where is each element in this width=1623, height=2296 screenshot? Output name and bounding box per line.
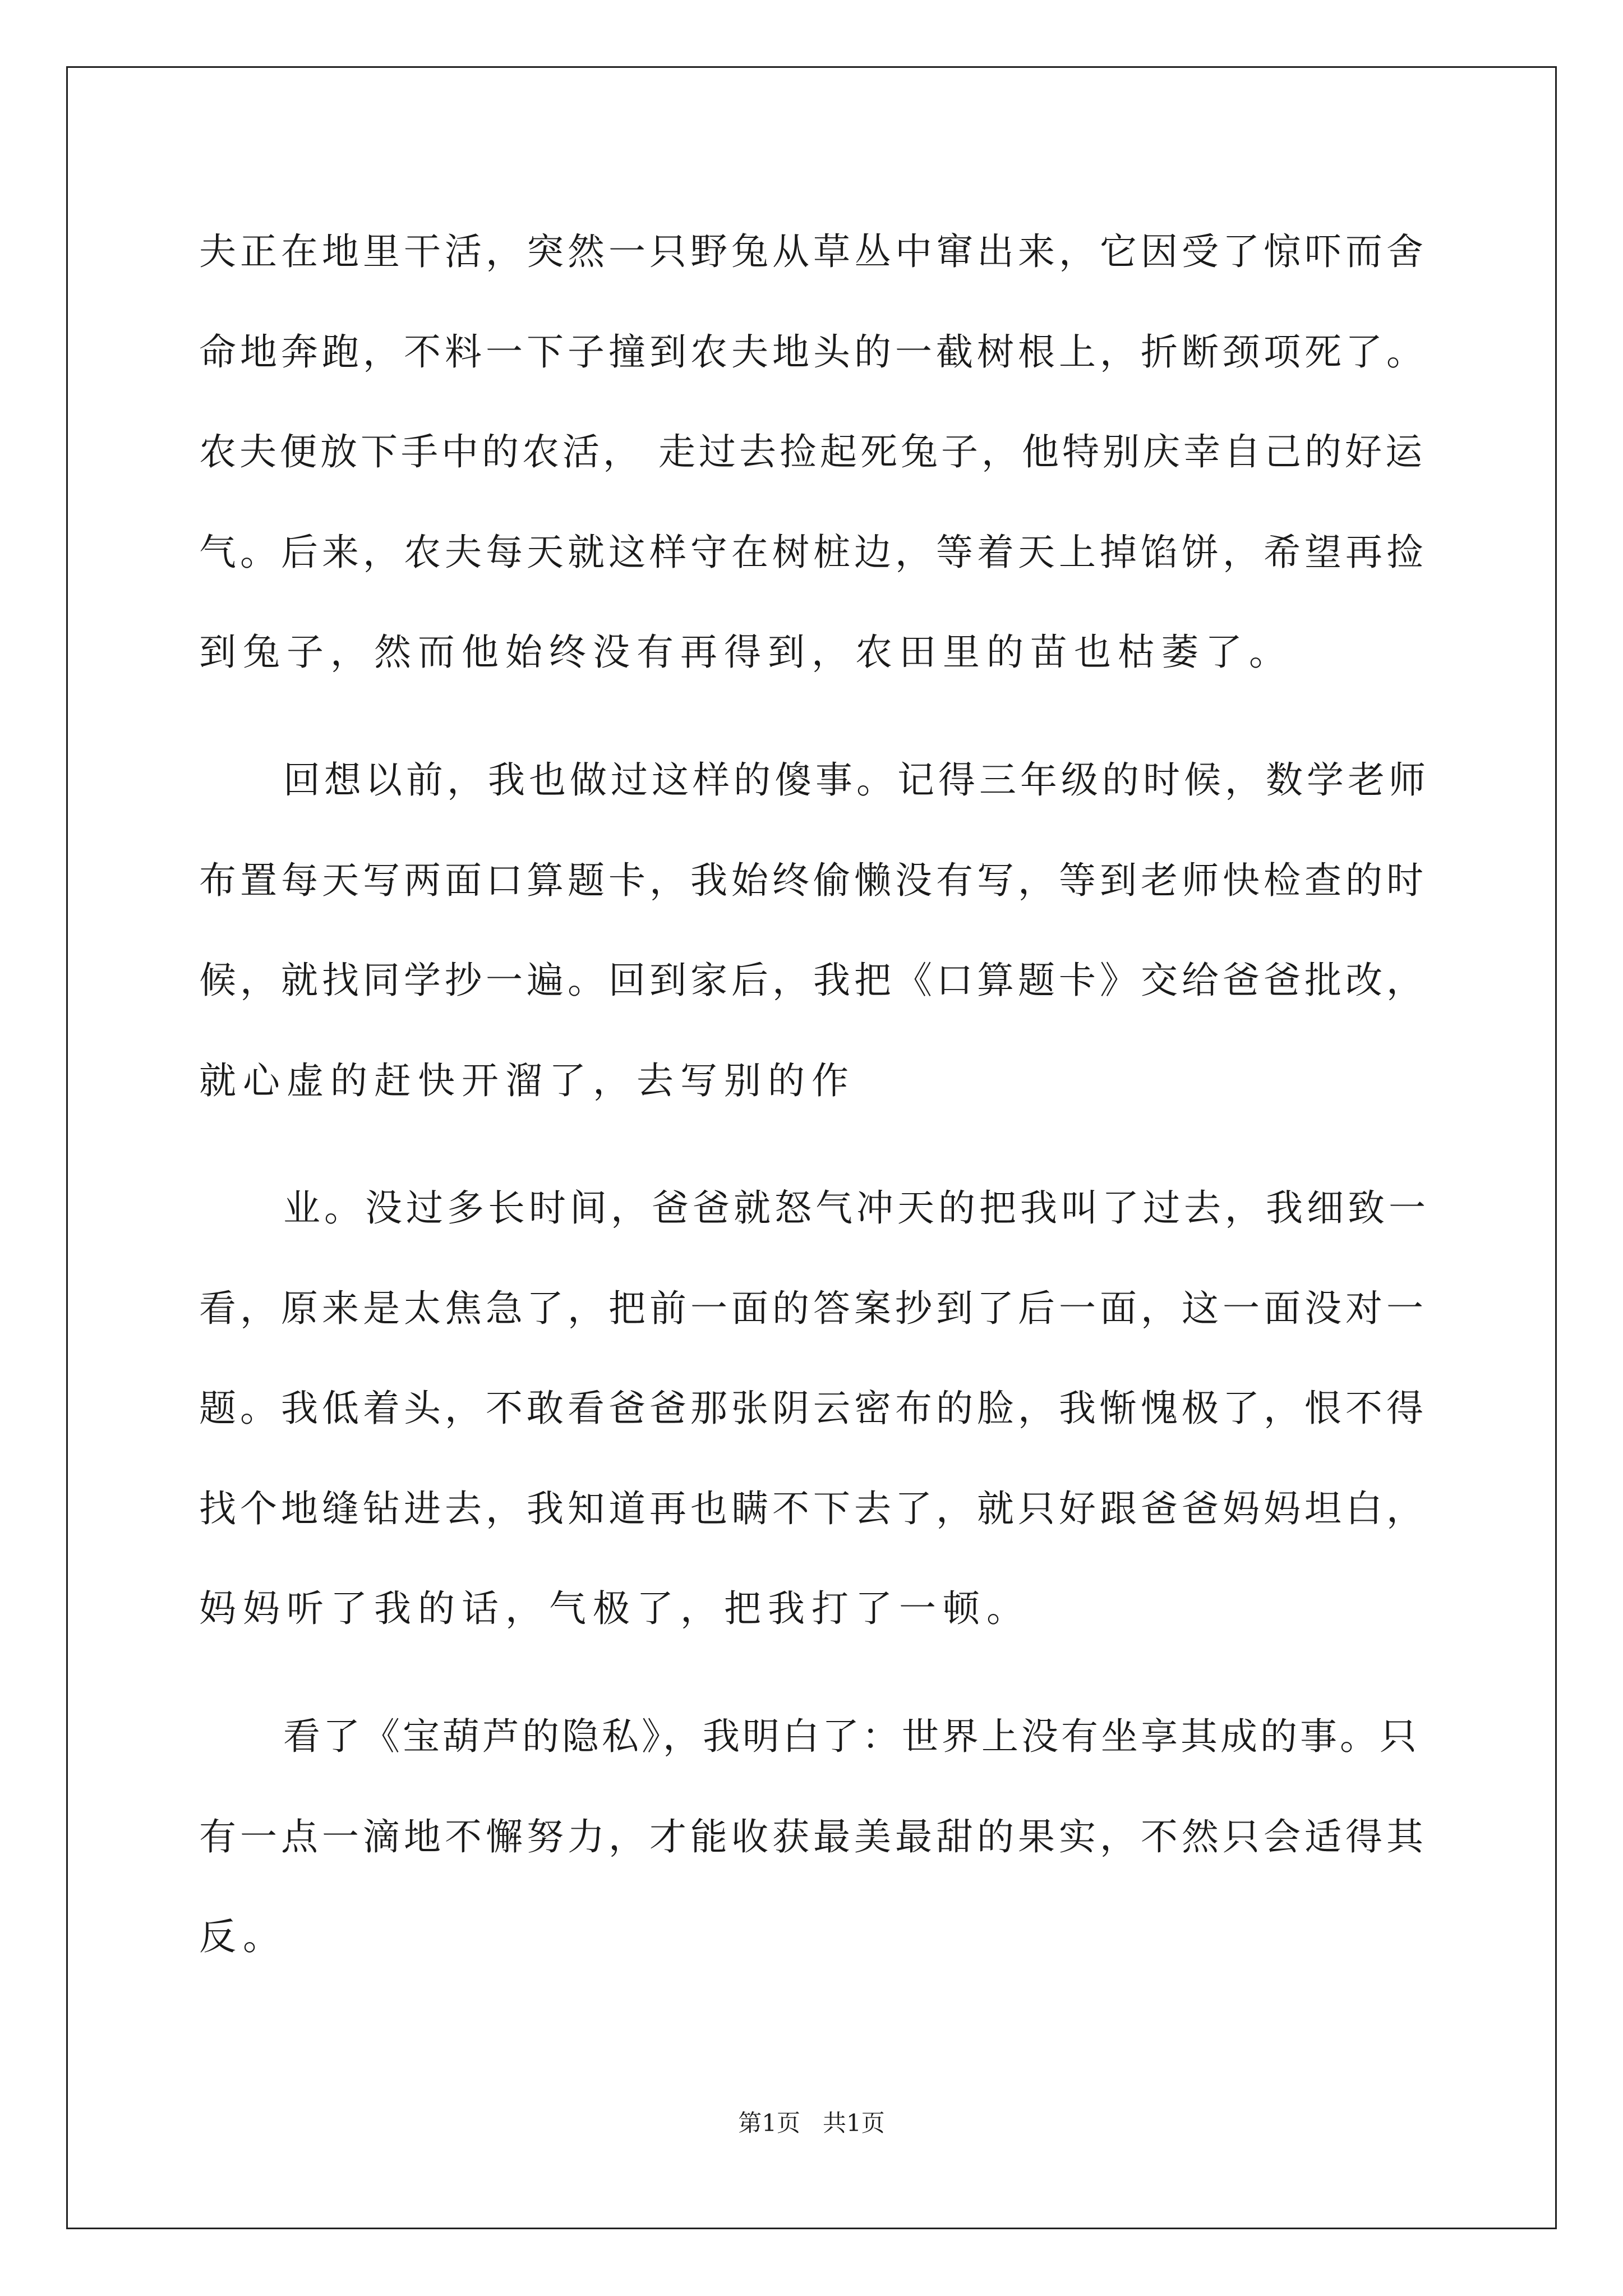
text-line: 题。我低着头，不敢看爸爸那张阴云密布的脸，我惭愧极了，恨不得 [199,1387,1427,1430]
text-line: 命地奔跑，不料一下子撞到农夫地头的一截树根上，折断颈项死了。 [199,330,1427,374]
text-line: 回想以前，我也做过这样的傻事。记得三年级的时候，数学老师 [283,758,1430,802]
text-line: 布置每天写两面口算题卡，我始终偷懒没有写，等到老师快检查的时 [199,859,1427,902]
text-line: 农夫便放下手中的农活， 走过去捡起死兔子，他特别庆幸自己的好运 [199,430,1426,473]
text-line: 夫正在地里干活，突然一只野兔从草丛中窜出来，它因受了惊吓而舍 [199,230,1427,273]
text-line: 看，原来是太焦急了，把前一面的答案抄到了后一面，这一面没对一 [199,1287,1427,1330]
text-line: 反。 [199,1915,287,1958]
text-line: 有一点一滴地不懈努力，才能收获最美最甜的果实，不然只会适得其 [199,1815,1427,1858]
text-line: 看了《宝葫芦的隐私》，我明白了：世界上没有坐享其成的事。只 [283,1715,1419,1758]
page-number-footer: 第1页 共1页 [738,2109,885,2137]
text-line: 找个地缝钻进去，我知道再也瞒不下去了，就只好跟爸爸妈妈坦白， [199,1487,1427,1530]
page-border [66,66,1557,2229]
text-line: 候，就找同学抄一遍。回到家后，我把《口算题卡》交给爸爸批改， [199,959,1427,1002]
text-line: 业。没过多长时间，爸爸就怒气冲天的把我叫了过去，我细致一 [283,1186,1430,1230]
text-line: 就心虚的赶快开溜了，去写别的作 [199,1059,855,1102]
text-line: 气。后来，农夫每天就这样守在树桩边，等着天上掉馅饼，希望再捡 [199,531,1427,574]
text-line: 到兔子，然而他始终没有再得到，农田里的苗也枯萎了。 [199,631,1293,674]
text-line: 妈妈听了我的话，气极了，把我打了一顿。 [199,1587,1030,1630]
